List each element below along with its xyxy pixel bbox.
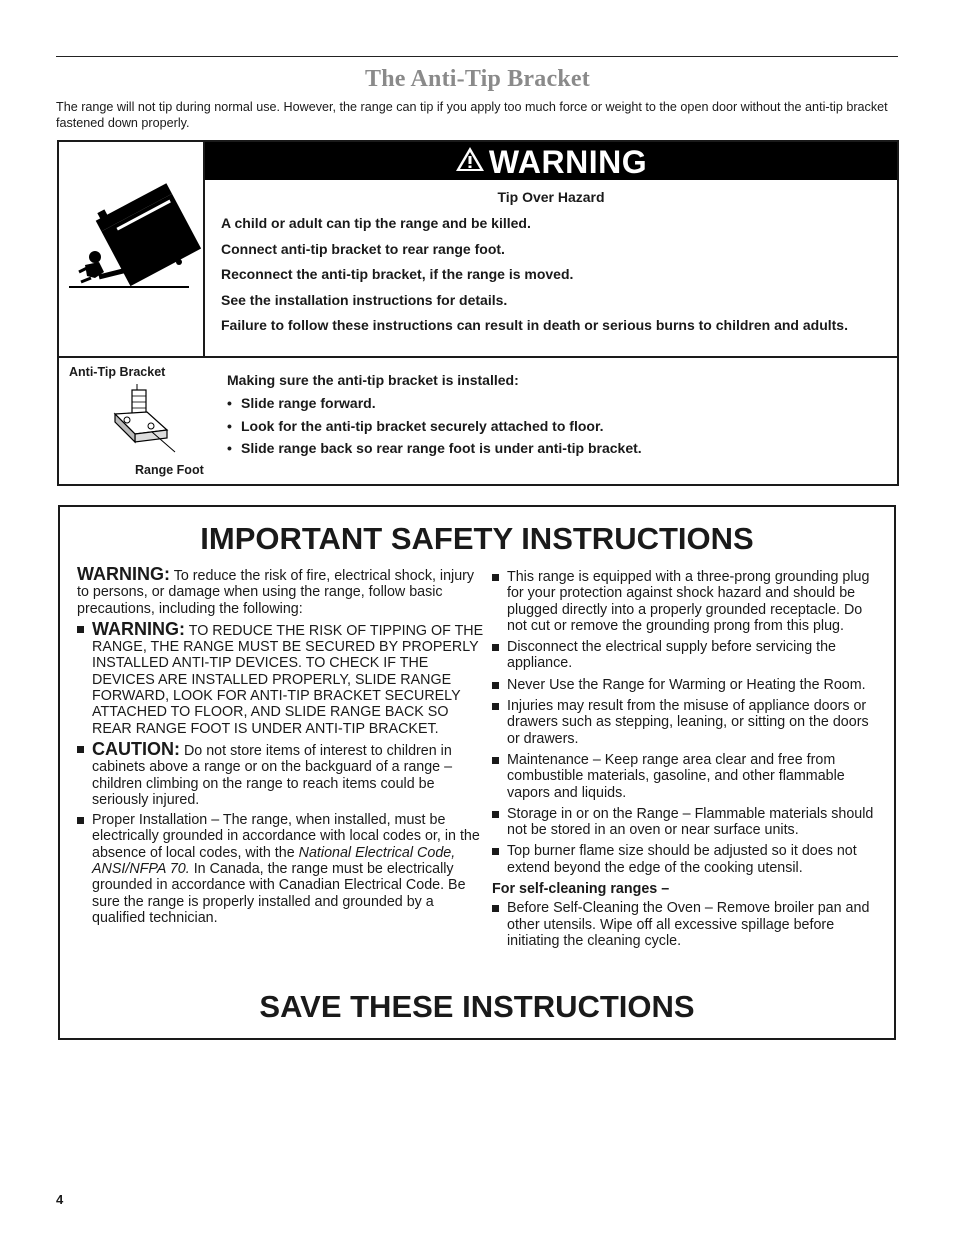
square-bullet-icon <box>492 848 499 855</box>
list-item: CAUTION: Do not store items of interest to children in cabinets above a range or on the backguard of a range – children climbing on the range to reach items could be seriously injured. <box>77 741 489 808</box>
list-item: Proper Installation – The range, when installed, must be electrically grounded in accordance with local codes or, in the absence of local codes, with the National Electrical Code, ANSI/NFPA 70. In Canada, the range must be electrically grounded in accordance with Canadian Electrical Code. Be sure the range is properly installed and grounded by a qualified technician. <box>77 812 489 926</box>
warning-triangle-icon <box>455 146 485 172</box>
warning-line: Reconnect the anti-tip bracket, if the range is moved. <box>221 266 574 282</box>
section-title: The Anti-Tip Bracket <box>365 66 590 92</box>
warning-box <box>57 140 899 486</box>
square-bullet-icon <box>492 574 499 581</box>
square-bullet-icon <box>492 757 499 764</box>
hazard-title: Tip Over Hazard <box>497 189 605 205</box>
warning-line: Failure to follow these instructions can result in death or serious burns to children and adults. <box>221 317 848 333</box>
square-bullet-icon <box>77 626 84 633</box>
page-number: 4 <box>56 1192 64 1207</box>
bullet-item: • Look for the anti-tip bracket securely attached to floor. <box>227 418 604 434</box>
square-bullet-icon <box>492 703 499 710</box>
bullet-item: • Slide range back so rear range foot is under anti-tip bracket. <box>227 440 642 456</box>
tip-over-illustration <box>59 142 203 356</box>
square-bullet-icon <box>77 746 84 753</box>
list-item: Top burner flame size should be adjusted so it does not extend beyond the edge of the cooking utensil. <box>492 843 884 876</box>
safety-title: IMPORTANT SAFETY INSTRUCTIONS <box>200 521 754 556</box>
list-item: Maintenance – Keep range area clear and free from combustible materials, gasoline, and other flammable vapors and liquids. <box>492 752 884 801</box>
warning-divider <box>59 356 897 358</box>
list-item: Disconnect the electrical supply before servicing the appliance. <box>492 639 884 672</box>
square-bullet-icon <box>77 817 84 824</box>
list-item: Never Use the Range for Warming or Heating the Room. <box>492 677 884 693</box>
list-item: Injuries may result from the misuse of appliance doors or drawers such as stepping, leaning, or sitting on the doors or drawers. <box>492 698 884 747</box>
warning-banner <box>205 142 897 180</box>
warning-banner-text: WARNING <box>488 144 648 180</box>
warning-line: Connect anti-tip bracket to rear range foot. <box>221 241 505 257</box>
making-sure-heading: Making sure the anti-tip bracket is installed: <box>227 372 519 388</box>
lead-text: To reduce the risk of fire, electrical shock, injury to persons, or damage when using the range, follow basic precautions, including the following: <box>77 568 475 617</box>
safety-instructions-box <box>58 505 896 1040</box>
anti-tip-bracket-diagram <box>107 384 177 454</box>
square-bullet-icon <box>492 905 499 912</box>
intro-paragraph: The range will not tip during normal use. However, the range can tip if you apply too much force or weight to the open door without the anti-tip bracket fastened down properly. <box>56 100 888 130</box>
lead-paragraph <box>77 566 489 617</box>
right-column <box>492 569 884 954</box>
lead-warning-keyword: WARNING: <box>77 564 170 584</box>
square-bullet-icon <box>492 644 499 651</box>
warning-line: See the installation instructions for details. <box>221 292 508 308</box>
save-instructions-title: SAVE THESE INSTRUCTIONS <box>259 989 695 1024</box>
list-item: Before Self-Cleaning the Oven – Remove broiler pan and other utensils. Wipe off all excessive spillage before initiating the cleaning cycle. <box>492 900 884 949</box>
list-item: This range is equipped with a three-prong grounding plug for your protection against shock hazard and should be plugged directly into a properly grounded receptacle. Do not cut or remove the grounding prong from this plug. <box>492 569 884 634</box>
bullet-item: • Slide range forward. <box>227 395 376 411</box>
self-cleaning-heading: For self-cleaning ranges – <box>492 881 670 898</box>
warning-line: A child or adult can tip the range and be killed. <box>221 215 531 231</box>
list-item: Storage in or on the Range – Flammable materials should not be stored in an oven or near surface units. <box>492 806 884 839</box>
tip-over-illustration-cell <box>59 142 205 356</box>
square-bullet-icon <box>492 811 499 818</box>
anti-tip-bracket-label: Anti-Tip Bracket <box>69 365 166 379</box>
list-item: WARNING: TO REDUCE THE RISK OF TIPPING OF THE RANGE, THE RANGE MUST BE SECURED BY PROPERLY INSTALLED ANTI-TIP DEVICES. TO CHECK IF THE DEVICES ARE INSTALLED PROPERLY, SLIDE RANGE FORWARD, LOOK FOR ANTI-TIP BRACKET SECURELY ATTACHED TO FLOOR, AND SLIDE RANGE BACK SO REAR RANGE FOOT IS UNDER ANTI-TIP BRACKET. <box>77 621 489 737</box>
warning-text-area <box>205 180 897 356</box>
left-column <box>77 566 489 926</box>
range-foot-label: Range Foot <box>135 463 204 477</box>
top-rule <box>56 56 898 57</box>
square-bullet-icon <box>492 682 499 689</box>
